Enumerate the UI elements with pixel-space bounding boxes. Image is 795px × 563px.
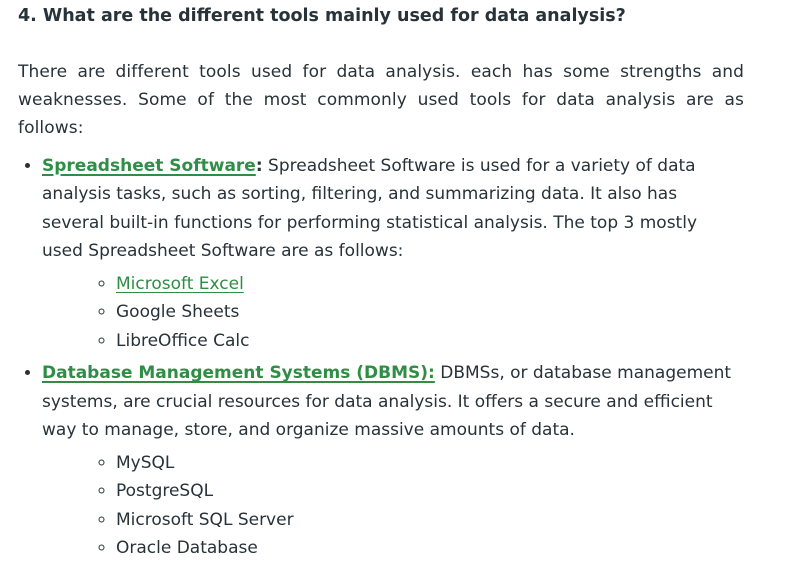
list-item: ◦ Google Sheets xyxy=(116,298,736,327)
list-item: ◦ PostgreSQL xyxy=(116,477,736,506)
spreadsheet-examples-list xyxy=(42,270,736,356)
microsoft-excel-link[interactable]: Microsoft Excel xyxy=(116,273,244,294)
spreadsheet-software-link[interactable]: Spreadsheet Software xyxy=(42,156,256,176)
question-heading: 4. What are the different tools mainly used for data analysis? xyxy=(18,6,626,26)
list-item-dbms xyxy=(42,359,744,563)
dbms-examples-list xyxy=(42,449,736,563)
list-item-spreadsheet-software xyxy=(42,152,744,355)
list-item: ◦ LibreOffice Calc xyxy=(116,327,736,356)
spreadsheet-software-description: Spreadsheet Software is used for a variety of data analysis tasks, such as sorting, filtering, and summarizing data. It also has several built-in functions for performing statistical analysis. The top 3 mostly used Spreadsheet Software are as follows: xyxy=(42,156,698,262)
dbms-description: DBMSs, or database management systems, are crucial resources for data analysis. It offers a secure and efficient way to manage, store, and organize massive amounts of data. xyxy=(42,363,732,441)
dbms-link[interactable]: Database Management Systems (DBMS): xyxy=(42,363,435,384)
article-content xyxy=(18,0,744,563)
list-item: ◦ Oracle Database xyxy=(116,534,736,563)
term-separator: : xyxy=(255,156,263,176)
intro-paragraph: There are different tools used for data analysis. each has some strengths and weaknesses. Some of the most commonly used tools for data analysis are as follows: xyxy=(18,62,744,138)
list-item: ◦ Microsoft SQL Server xyxy=(116,506,736,535)
list-item xyxy=(116,270,736,299)
list-item: ◦ MySQL xyxy=(116,449,736,478)
tools-list xyxy=(18,152,744,563)
